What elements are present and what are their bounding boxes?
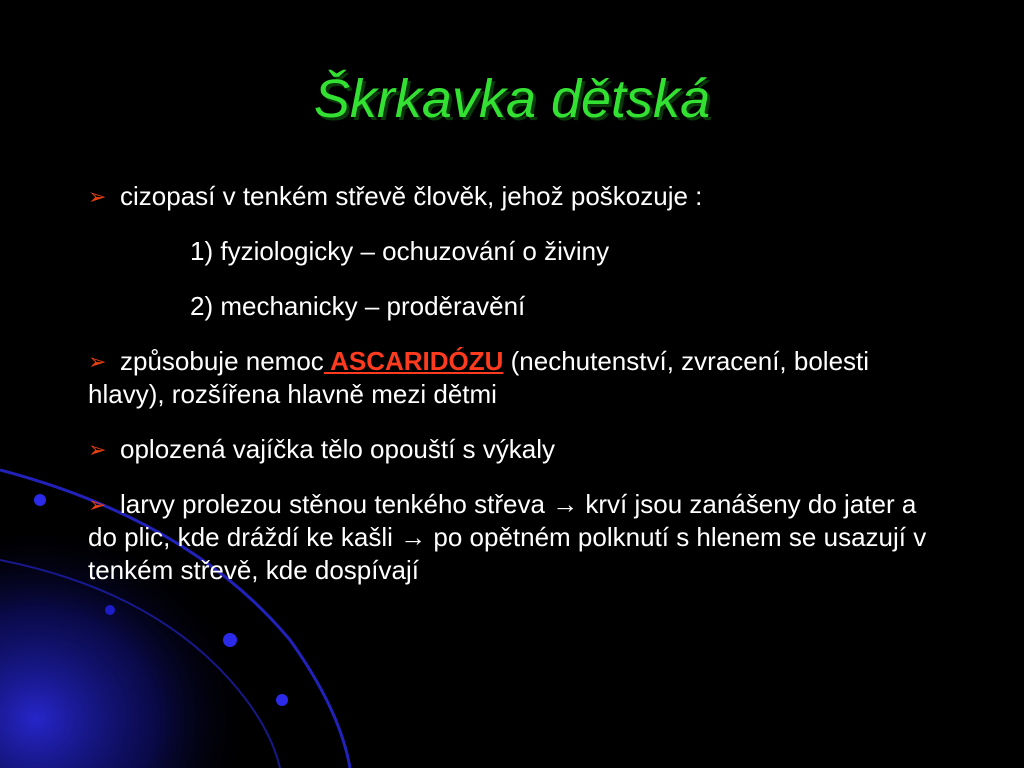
decor-dot bbox=[34, 494, 46, 506]
slide-content bbox=[88, 180, 938, 587]
sub-item: 2) mechanicky – proděravění bbox=[190, 291, 526, 321]
arrow-bullet-icon: ➢ bbox=[88, 184, 107, 209]
arrow-bullet-icon: ➢ bbox=[88, 349, 107, 374]
bullet-text: oplozená vajíčka tělo opouští s výkaly bbox=[120, 434, 556, 464]
arrow-bullet-icon: ➢ bbox=[88, 492, 107, 517]
bullet-item bbox=[88, 488, 938, 587]
disease-highlight: ASCARIDÓZU bbox=[323, 346, 504, 376]
decor-dot bbox=[105, 605, 115, 615]
bullet-item bbox=[88, 345, 938, 411]
sub-item: 1) fyziologicky – ochuzování o živiny bbox=[190, 236, 610, 266]
bullet-item bbox=[88, 180, 938, 213]
bullet-text: způsobuje nemoc bbox=[120, 346, 324, 376]
bullet-text: larvy prolezou stěnou tenkého střeva → krví jsou zanášeny do jater a do plic, kde dráždí ke kašli → po opětném polknutí s hlenem se usazují v tenkém střevě, kde dospívají bbox=[88, 489, 927, 585]
bullet-text: (nechutenství, zvracení, bolesti hlavy), rozšířena hlavně mezi dětmi bbox=[88, 346, 870, 409]
bullet-item bbox=[88, 433, 938, 466]
arrow-bullet-icon: ➢ bbox=[88, 437, 107, 462]
decor-dot bbox=[223, 633, 237, 647]
decor-dot bbox=[276, 694, 288, 706]
bullet-text: cizopasí v tenkém střevě člověk, jehož poškozuje : bbox=[120, 181, 703, 211]
slide-title: Škrkavka dětská bbox=[313, 69, 711, 129]
